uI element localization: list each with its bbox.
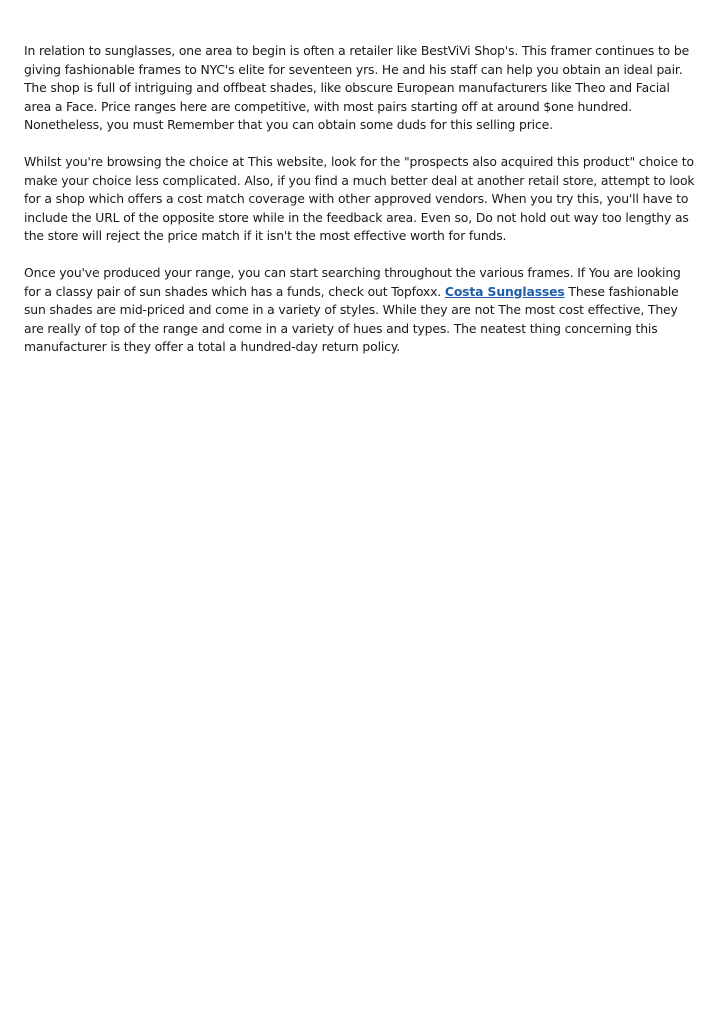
paragraph-2: Whilst you're browsing the choice at This website, look for the "prospects also acquired this product" choice to make your choice less complicated. Also, if you find a much better deal at another retail store, attempt to look for a shop which offers a cost match coverage with other approved vendors. When you try this, you'll have to include the URL of the opposite store while in the feedback area. Even so, Do not hold out way too lengthy as the store will reject the price match if it isn't the most effective worth for funds. xyxy=(24,154,695,243)
paragraph-3 xyxy=(24,264,696,357)
paragraph-3-text-after-link: These fashionable sun shades are mid-priced and come in a variety of styles. While they are not The most cost effective, They are really of top of the range and come in a variety of hues and types. The neatest thing concerning this manufacturer is they offer a total a hundred-day return policy. xyxy=(24,283,679,354)
document-body xyxy=(24,42,696,375)
paragraph-3-text-before-link: Once you've produced your range, you can start searching throughout the various frames. If You are looking for a classy pair of sun shades which has a funds, check out Topfoxx. xyxy=(24,265,681,299)
paragraph-1: In relation to sunglasses, one area to begin is often a retailer like BestViVi Shop's. This framer continues to be giving fashionable frames to NYC's elite for seventeen yrs. He and his staff can help you obtain an ideal pair. The shop is full of intriguing and offbeat shades, like obscure European manufacturers like Theo and Facial area a Face. Price ranges here are competitive, with most pairs starting off at around $one hundred. Nonetheless, you must Remember that you can obtain some duds for this selling price. xyxy=(24,43,690,132)
costa-sunglasses-link[interactable]: Costa Sunglasses xyxy=(444,283,565,299)
